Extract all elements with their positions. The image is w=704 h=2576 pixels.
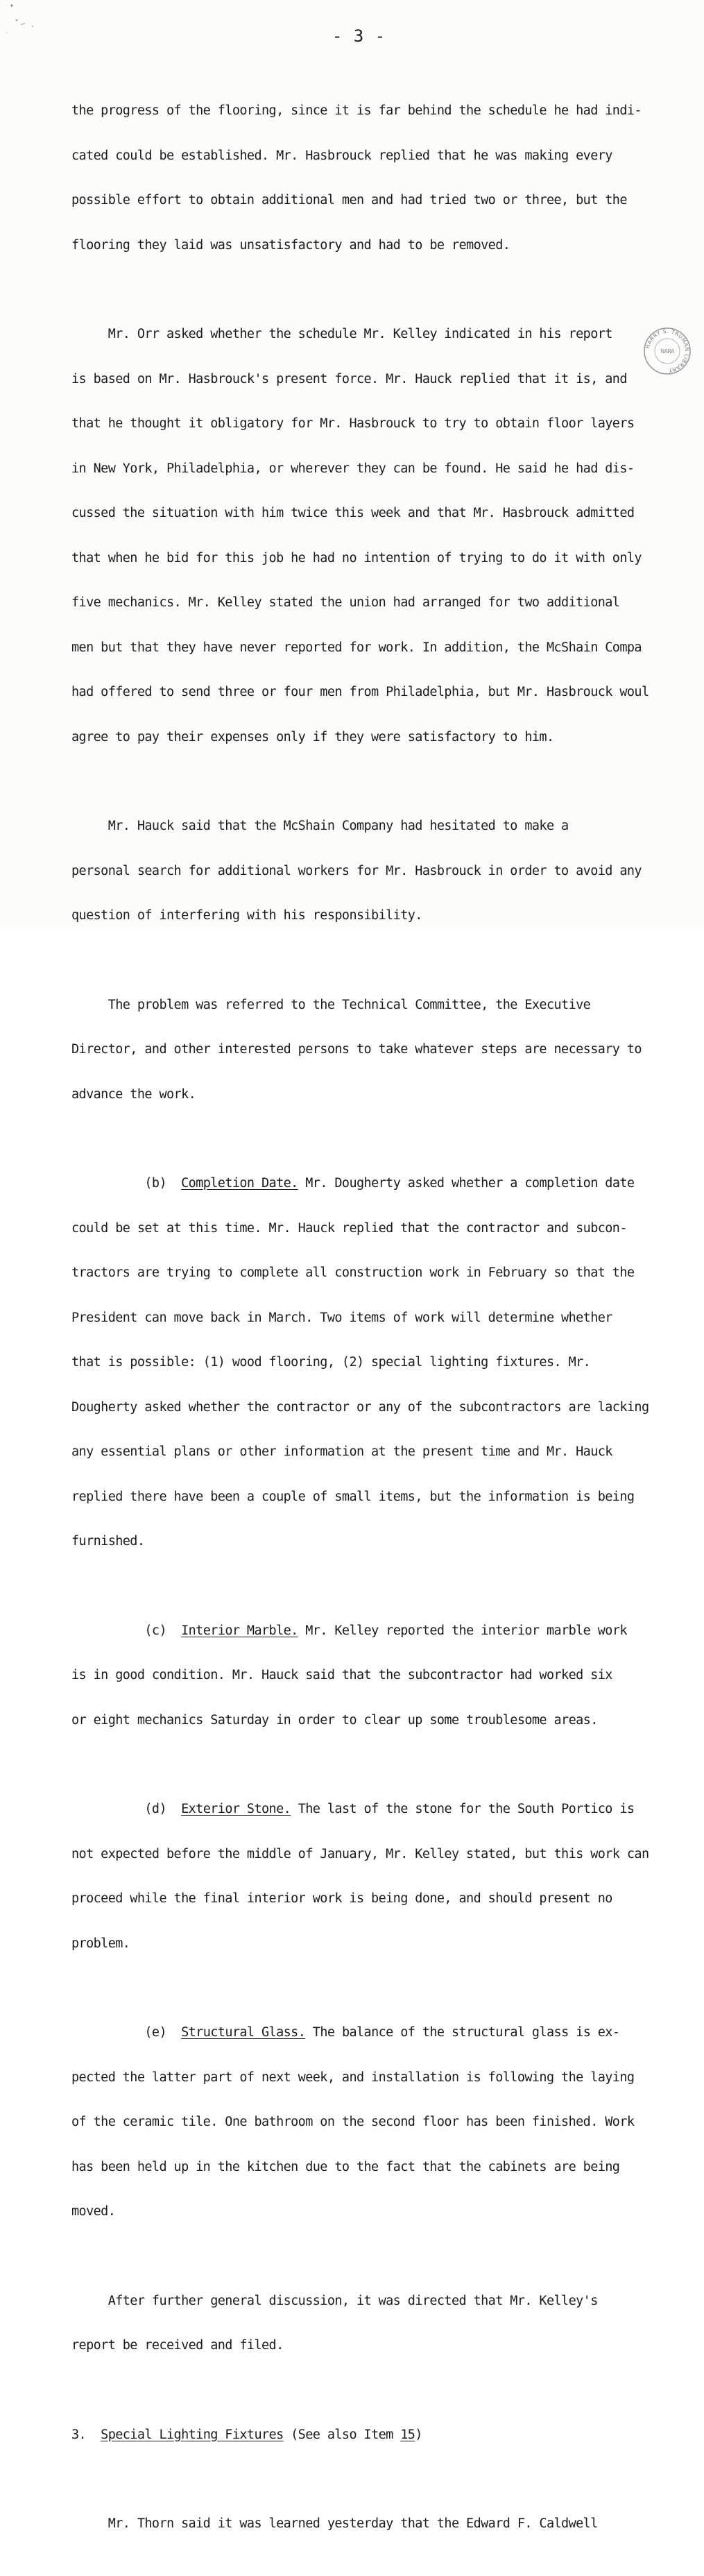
text-line: is based on Mr. Hasbrouck's present force. Mr. Hauck replied that it is, and	[71, 371, 627, 386]
section-heading: Completion Date.	[181, 1176, 298, 1191]
text-line: proceed while the final interior work is being done, and should present no	[71, 1891, 612, 1906]
text-line: Dougherty asked whether the contractor or any of the subcontractors are lacking	[71, 1399, 649, 1415]
text-line: possible effort to obtain additional men and had tried two or three, but the	[71, 193, 627, 207]
text-line: flooring they laid was unsatisfactory and had to be removed.	[71, 237, 510, 253]
section-heading-line	[71, 1802, 682, 1817]
text-line: cated could be established. Mr. Hasbrouck replied that he was making every	[71, 148, 612, 163]
see-also-reference: 15	[400, 2427, 415, 2442]
text-line: could be set at this time. Mr. Hauck replied that the contractor and subcon-	[71, 1220, 627, 1236]
section-heading-line	[71, 1176, 682, 1191]
text-line: had offered to send three or four men from Philadelphia, but Mr. Hasbrouck woul	[71, 685, 649, 699]
section-exterior-stone	[71, 1772, 682, 1981]
text-line: personal search for additional workers for Mr. Hasbrouck in order to avoid any	[71, 863, 642, 878]
text-line: or eight mechanics Saturday in order to clear up some troublesome areas.	[71, 1712, 598, 1728]
text-line: five mechanics. Mr. Kelley stated the union had arranged for two additional	[71, 595, 620, 610]
paragraph-referred	[71, 968, 682, 1132]
paragraph-flooring-progress	[71, 74, 682, 282]
section-heading-line	[71, 1623, 682, 1639]
text-line: The last of the stone for the South Portico is	[291, 1802, 635, 1816]
section-structural-glass	[71, 1995, 682, 2249]
item-number: 3.	[71, 2427, 87, 2442]
text-line: After further general discussion, it was directed that Mr. Kelley's	[71, 2293, 598, 2308]
section-interior-marble	[71, 1594, 682, 1758]
text-line: Mr. Thorn said it was learned yesterday that the Edward F. Caldwell	[71, 2516, 598, 2531]
item-heading-line	[71, 2428, 682, 2443]
text-line: that he thought it obligatory for Mr. Hasbrouck to try to obtain floor layers	[71, 416, 635, 431]
text-line: any essential plans or other information at the present time and Mr. Hauck	[71, 1444, 612, 1459]
paragraph-mcshain-search	[71, 789, 682, 953]
paragraph-report-filed	[71, 2264, 682, 2383]
text-line: in New York, Philadelphia, or wherever they can be found. He said he had dis-	[71, 461, 635, 476]
text-line: men but that they have never reported for work. In addition, the McShain Compa	[71, 640, 642, 655]
text-line: the progress of the flooring, since it is far behind the schedule he had indi-	[71, 103, 642, 118]
text-line: advance the work.	[71, 1086, 196, 1102]
stamp-ring-text: HARRY S. TRUMAN LIBRARY	[644, 327, 691, 375]
text-line: that when he bid for this job he had no intention of trying to do it with only	[71, 550, 642, 565]
text-line: pected the latter part of next week, and installation is following the laying	[71, 2070, 635, 2085]
section-label: (c)	[144, 1623, 167, 1638]
section-label: (b)	[144, 1176, 167, 1191]
stamp-center-text: NARA	[660, 348, 674, 355]
text-line: Mr. Hauck said that the McShain Company had hesitated to make a	[71, 819, 569, 833]
text-line: The problem was referred to the Technical Committee, the Executive	[71, 997, 591, 1012]
text-line: furnished.	[71, 1534, 145, 1549]
text-line: problem.	[71, 1936, 130, 1951]
item-3-heading	[71, 2398, 682, 2473]
text-line: that is possible: (1) wood flooring, (2) special lighting fixtures. Mr.	[71, 1355, 591, 1370]
section-label: (e)	[144, 2025, 167, 2040]
text-line: Mr. Orr asked whether the schedule Mr. Kelley indicated in his report	[71, 327, 612, 341]
text-line: replied there have been a couple of small items, but the information is being	[71, 1489, 635, 1504]
text-line: question of interfering with his responsibility.	[71, 908, 422, 923]
section-heading: Interior Marble.	[181, 1623, 298, 1638]
text-line: Director, and other interested persons to take whatever steps are necessary to	[71, 1042, 642, 1057]
text-line: The balance of the structural glass is ex-	[305, 2025, 620, 2040]
text-line: is in good condition. Mr. Hauck said that the subcontractor had worked six	[71, 1668, 612, 1682]
text-line: of the ceramic tile. One bathroom on the second floor has been finished. Work	[71, 2115, 635, 2129]
section-heading: Structural Glass.	[181, 2025, 306, 2040]
section-heading-line	[71, 2025, 682, 2040]
text-line: tractors are trying to complete all construction work in February so that the	[71, 1265, 635, 1280]
item-heading: Special Lighting Fixtures	[101, 2427, 284, 2442]
section-label: (d)	[144, 1802, 167, 1816]
text-line: cussed the situation with him twice this week and that Mr. Hasbrouck admitted	[71, 506, 635, 520]
document-body	[71, 74, 682, 2576]
page-number: - 3 -	[332, 26, 386, 46]
text-line: Mr. Dougherty asked whether a completion date	[298, 1176, 635, 1191]
section-completion-date	[71, 1146, 682, 1579]
see-also-prefix: (See also Item	[283, 2427, 401, 2442]
section-heading: Exterior Stone.	[181, 1802, 291, 1816]
text-line: not expected before the middle of January, Mr. Kelley stated, but this work can	[71, 1846, 649, 1861]
text-line: has been held up in the kitchen due to the fact that the cabinets are being	[71, 2159, 620, 2174]
text-line: Mr. Kelley reported the interior marble work	[298, 1623, 627, 1638]
text-line: agree to pay their expenses only if they were satisfactory to him.	[71, 729, 554, 744]
text-line: report be received and filed.	[71, 2338, 284, 2353]
see-also-suffix: )	[415, 2427, 422, 2442]
paragraph-orr-schedule	[71, 297, 682, 774]
text-line: moved.	[71, 2204, 116, 2219]
paragraph-thorn	[71, 2487, 682, 2561]
text-line: President can move back in March. Two items of work will determine whether	[71, 1310, 612, 1325]
